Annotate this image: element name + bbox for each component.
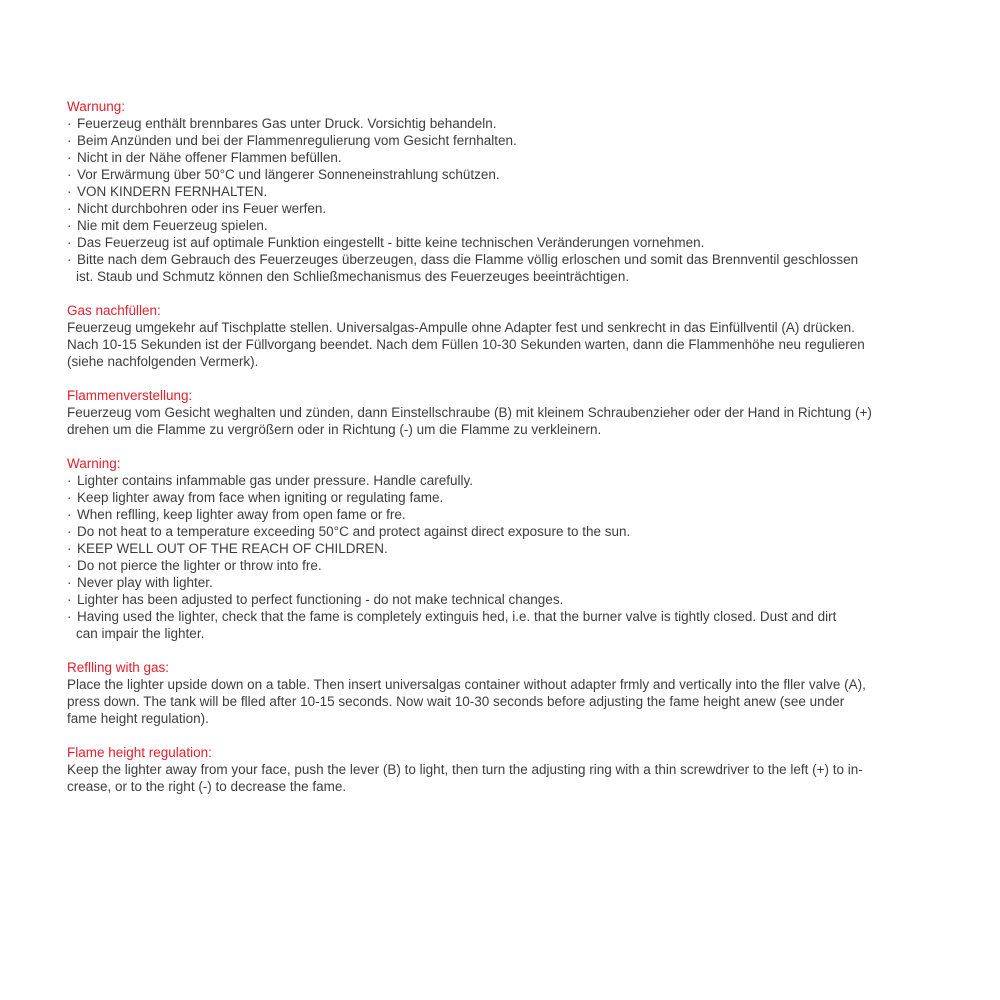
text-line [67,421,947,438]
line-text: Nicht in der Nähe offener Flammen befüllen. [77,150,342,165]
line-text: Having used the lighter, check that the fame is completely extinguis hed, i.e. that the burner valve is tightly closed. Dust and dirt [77,609,837,624]
line-text: can impair the lighter. [76,626,205,641]
bullet-line [67,523,947,540]
line-text: Feuerzeug enthält brennbares Gas unter Druck. Vorsichtig behandeln. [77,116,497,131]
line-text: Feuerzeug vom Gesicht weghalten und zünden, dann Einstellschraube (B) mit kleinem Schraubenzieher oder der Hand in Richtung (+) [67,405,872,420]
line-text: (siehe nachfolgenden Vermerk). [67,354,259,369]
bullet-line [67,200,947,217]
bullet-icon: · [67,558,72,573]
bullet-icon: · [67,150,72,165]
bullet-icon: · [67,609,72,624]
bullet-line [67,183,947,200]
section-heading: Warnung: [67,99,126,114]
section-heading: Flame height regulation: [67,745,212,760]
line-text: Place the lighter upside down on a table. Then insert universalgas container without adapter frmly and vertically into the fller valve (A), [67,677,866,692]
line-text: Keep the lighter away from your face, push the lever (B) to light, then turn the adjusting ring with a thin screwdriver to the left (+) to in- [67,762,863,777]
line-text: Nie mit dem Feuerzeug spielen. [77,218,268,233]
text-line [67,336,947,353]
line-text: Do not pierce the lighter or throw into fre. [77,558,322,573]
line-text: fame height regulation). [67,711,209,726]
bullet-icon: · [67,473,72,488]
bullet-icon: · [67,592,72,607]
line-text: Lighter contains infammable gas under pressure. Handle carefully. [77,473,473,488]
line-text: Beim Anzünden und bei der Flammenregulierung vom Gesicht fernhalten. [77,133,517,148]
bullet-icon: · [67,507,72,522]
bullet-icon: · [67,524,72,539]
bullet-icon: · [67,575,72,590]
line-text: Lighter has been adjusted to perfect functioning - do not make technical changes. [77,592,564,607]
section-heading: Warning: [67,456,121,471]
line-text: crease, or to the right (-) to decrease the fame. [67,779,347,794]
text-line [67,676,947,693]
bullet-icon: · [67,235,72,250]
bullet-line [67,132,947,149]
section-warnung-de [67,98,947,285]
bullet-line [67,217,947,234]
bullet-line [67,115,947,132]
section-warning-en [67,455,947,642]
bullet-line [67,557,947,574]
bullet-line [67,540,947,557]
bullet-line [67,574,947,591]
line-text: Nach 10-15 Sekunden ist der Füllvorgang beendet. Nach dem Füllen 10-30 Sekunden warten, dann die Flammenhöhe neu regulieren [67,337,865,352]
section-gas-nachfuellen-de [67,302,947,370]
line-text: drehen um die Flamme zu vergrößern oder in Richtung (-) um die Flamme zu verkleinern. [67,422,602,437]
line-text: Nicht durchbohren oder ins Feuer werfen. [77,201,327,216]
bullet-icon: · [67,541,72,556]
bullet-line [67,234,947,251]
bullet-line [67,506,947,523]
bullet-icon: · [67,218,72,233]
text-line [67,319,947,336]
line-text: press down. The tank will be flled after 10-15 seconds. Now wait 10-30 seconds before adjusting the fame height anew (see under [67,694,845,709]
line-text: Das Feuerzeug ist auf optimale Funktion eingestellt - bitte keine technischen Veränderungen vornehmen. [77,235,705,250]
text-line [67,353,947,370]
line-text: ist. Staub und Schmutz können den Schließmechanismus des Feuerzeuges beeinträchtigen. [76,269,630,284]
line-text: Never play with lighter. [77,575,213,590]
instruction-text-block [67,98,947,795]
section-refilling-with-gas-en [67,659,947,727]
line-text: KEEP WELL OUT OF THE REACH OF CHILDREN. [77,541,388,556]
bullet-icon: · [67,201,72,216]
bullet-line [67,472,947,489]
bullet-line [67,251,947,268]
bullet-icon: · [67,116,72,131]
bullet-icon: · [67,252,72,267]
text-line [67,268,947,285]
bullet-line [67,591,947,608]
text-line [67,693,947,710]
section-heading: Reflling with gas: [67,660,170,675]
bullet-icon: · [67,167,72,182]
bullet-icon: · [67,133,72,148]
text-line [67,625,947,642]
bullet-icon: · [67,490,72,505]
line-text: Do not heat to a temperature exceeding 50°C and protect against direct exposure to the sun. [77,524,631,539]
section-heading: Flammenverstellung: [67,388,193,403]
line-text: Bitte nach dem Gebrauch des Feuerzeuges überzeugen, dass die Flamme völlig erloschen und somit das Brennventil geschlossen [77,252,859,267]
section-flame-height-regulation-en [67,744,947,795]
line-text: Vor Erwärmung über 50°C und längerer Sonneneinstrahlung schützen. [77,167,500,182]
line-text: Feuerzeug umgekehr auf Tischplatte stellen. Universalgas-Ampulle ohne Adapter fest und senkrecht in das Einfüllventil (A) drücken. [67,320,855,335]
section-flammenverstellung-de [67,387,947,438]
bullet-icon: · [67,184,72,199]
bullet-line [67,166,947,183]
line-text: When reflling, keep lighter away from open fame or fre. [77,507,406,522]
bullet-line [67,489,947,506]
line-text: VON KINDERN FERNHALTEN. [77,184,268,199]
bullet-line [67,149,947,166]
text-line [67,778,947,795]
text-line [67,404,947,421]
bullet-line [67,608,947,625]
text-line [67,761,947,778]
line-text: Keep lighter away from face when igniting or regulating fame. [77,490,444,505]
section-heading: Gas nachfüllen: [67,303,161,318]
text-line [67,710,947,727]
